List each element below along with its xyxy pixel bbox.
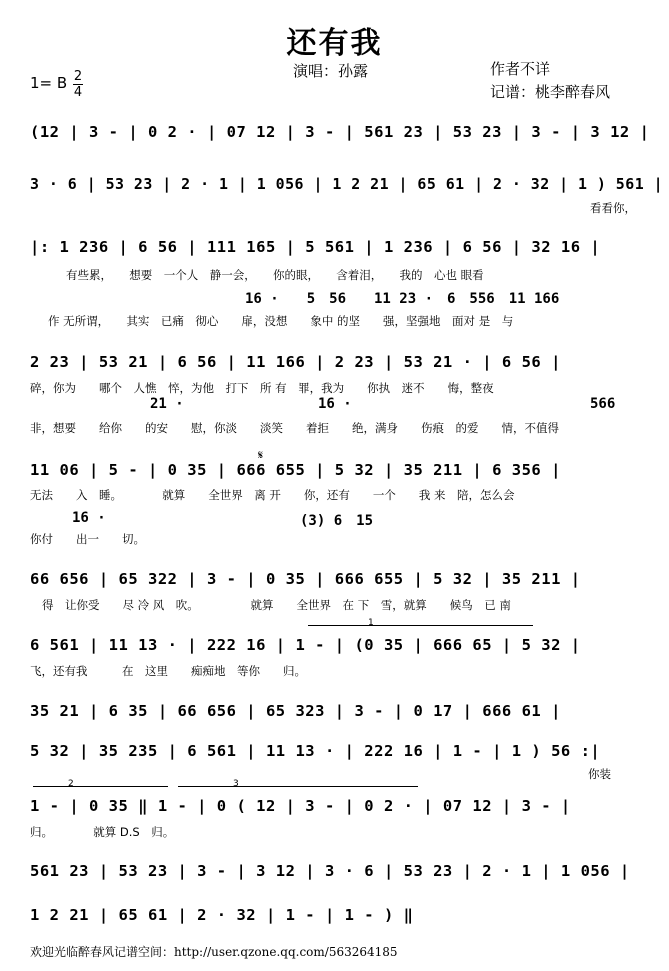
lyric-row-10: 归。 就算 D.S 归。 (30, 825, 175, 839)
volta-3-label: 3 (233, 779, 239, 789)
time-sig-top: 2 (73, 69, 83, 84)
lyric-row-4: 碎，你为 哪个 人憔 悴，为他 打下 所 有 罪，我为 你执 迷不 悔，整夜 (30, 381, 494, 395)
lyric-row-3: 有些累， 想要 一个人 静一会， 你的眼， 含着泪， 我的 心也 眼看 (66, 268, 484, 282)
footer-credit: 欢迎光临醉春风记谱空间：http://user.qzone.qq.com/563264185 (30, 945, 398, 959)
transcriber-credit: 记谱：桃李醉春风 (490, 83, 611, 101)
staff-row-6: 66 656 | 65 322 | 3 - | 0 35 | 666 655 | 5 32 | 35 211 | (30, 570, 581, 588)
staff-row-8: 35 21 | 6 35 | 66 656 | 65 323 | 3 - | 0 17 | 666 61 | (30, 702, 561, 720)
alt-staff-row-4a: 21 · (150, 396, 184, 412)
alt-staff-row-4c: 566 (590, 396, 616, 412)
volta-1-line (308, 625, 533, 626)
volta-2-label: 2 (68, 779, 74, 789)
volta-3-line (178, 786, 418, 787)
key-signature: 1= B (30, 74, 68, 92)
staff-row-3: |: 1 236 | 6 56 | 111 165 | 5 561 | 1 236 | 6 56 | 32 16 | (30, 238, 601, 256)
alt-staff-row-3: 16 · 5 56 11 23 · 6 556 11 166 (245, 291, 560, 307)
singer-credit: 演唱：孙露 (293, 62, 369, 80)
staff-row-11: 561 23 | 53 23 | 3 - | 3 12 | 3 · 6 | 53 23 | 2 · 1 | 1 056 | (30, 862, 630, 880)
staff-row-7: 6 561 | 11 13 · | 222 16 | 1 - | (0 35 | 666 65 | 5 32 | (30, 636, 581, 654)
alt-staff-row-5b: (3) 6 15 (300, 513, 374, 529)
staff-row-4: 2 23 | 53 21 | 6 56 | 11 166 | 2 23 | 53 21 · | 6 56 | (30, 353, 561, 371)
lyric-row-9: 你装 (588, 767, 611, 781)
staff-row-9: 5 32 | 35 235 | 6 561 | 11 13 · | 222 16 | 1 - | 1 ) 56 :| (30, 742, 601, 760)
time-sig-bottom: 4 (73, 85, 83, 100)
lyric-row-5b: 你付 出一 切。 (30, 532, 145, 546)
lyric-row-2: 看看你， (590, 201, 636, 215)
lyric-row-6: 得 让你受 尽 冷 风 吹。 就算 全世界 在 下 雪，就算 候鸟 已 南 (42, 598, 511, 612)
song-title: 还有我 (286, 26, 383, 61)
staff-row-5: 11 06 | 5 - | 0 35 | 666 655 | 5 32 | 35 211 | 6 356 | (30, 461, 561, 479)
lyric-row-3b: 作 无所谓， 其实 已痛 彻心 扉，没想 象中 的坚 强，坚强地 面对 是 与 (48, 314, 514, 328)
alt-staff-row-5a: 16 · (72, 510, 106, 526)
composer-credit: 作者不详 (490, 60, 551, 78)
lyric-row-7: 飞，还有我 在 这里 痴痴地 等你 归。 (30, 664, 306, 678)
staff-row-12: 1 2 21 | 65 61 | 2 · 32 | 1 - | 1 - ) ‖ (30, 906, 414, 924)
segno-sign: 𝄋 (258, 448, 264, 462)
volta-1-label: 1 (368, 618, 374, 628)
staff-row-1: (12 | 3 - | 0 2 · | 07 12 | 3 - | 561 23 | 53 23 | 3 - | 3 12 | (30, 123, 650, 141)
lyric-row-5: 无法 入 睡。 就算 全世界 离 开 你，还有 一个 我 来 陪，怎么会 (30, 488, 515, 502)
staff-row-2: 3 · 6 | 53 23 | 2 · 1 | 1 056 | 1 2 21 | 65 61 | 2 · 32 | 1 ) 561 | (30, 175, 664, 193)
time-signature (73, 70, 83, 99)
lyric-row-4b: 非，想要 给你 的安 慰，你淡 淡笑 着拒 绝，满身 伤痕 的爱 情，不值得 (30, 421, 559, 435)
staff-row-10: 1 - | 0 35 ‖ 1 - | 0 ( 12 | 3 - | 0 2 · | 07 12 | 3 - | (30, 797, 571, 815)
alt-staff-row-4b: 16 · (318, 396, 352, 412)
volta-2-line (33, 786, 168, 787)
